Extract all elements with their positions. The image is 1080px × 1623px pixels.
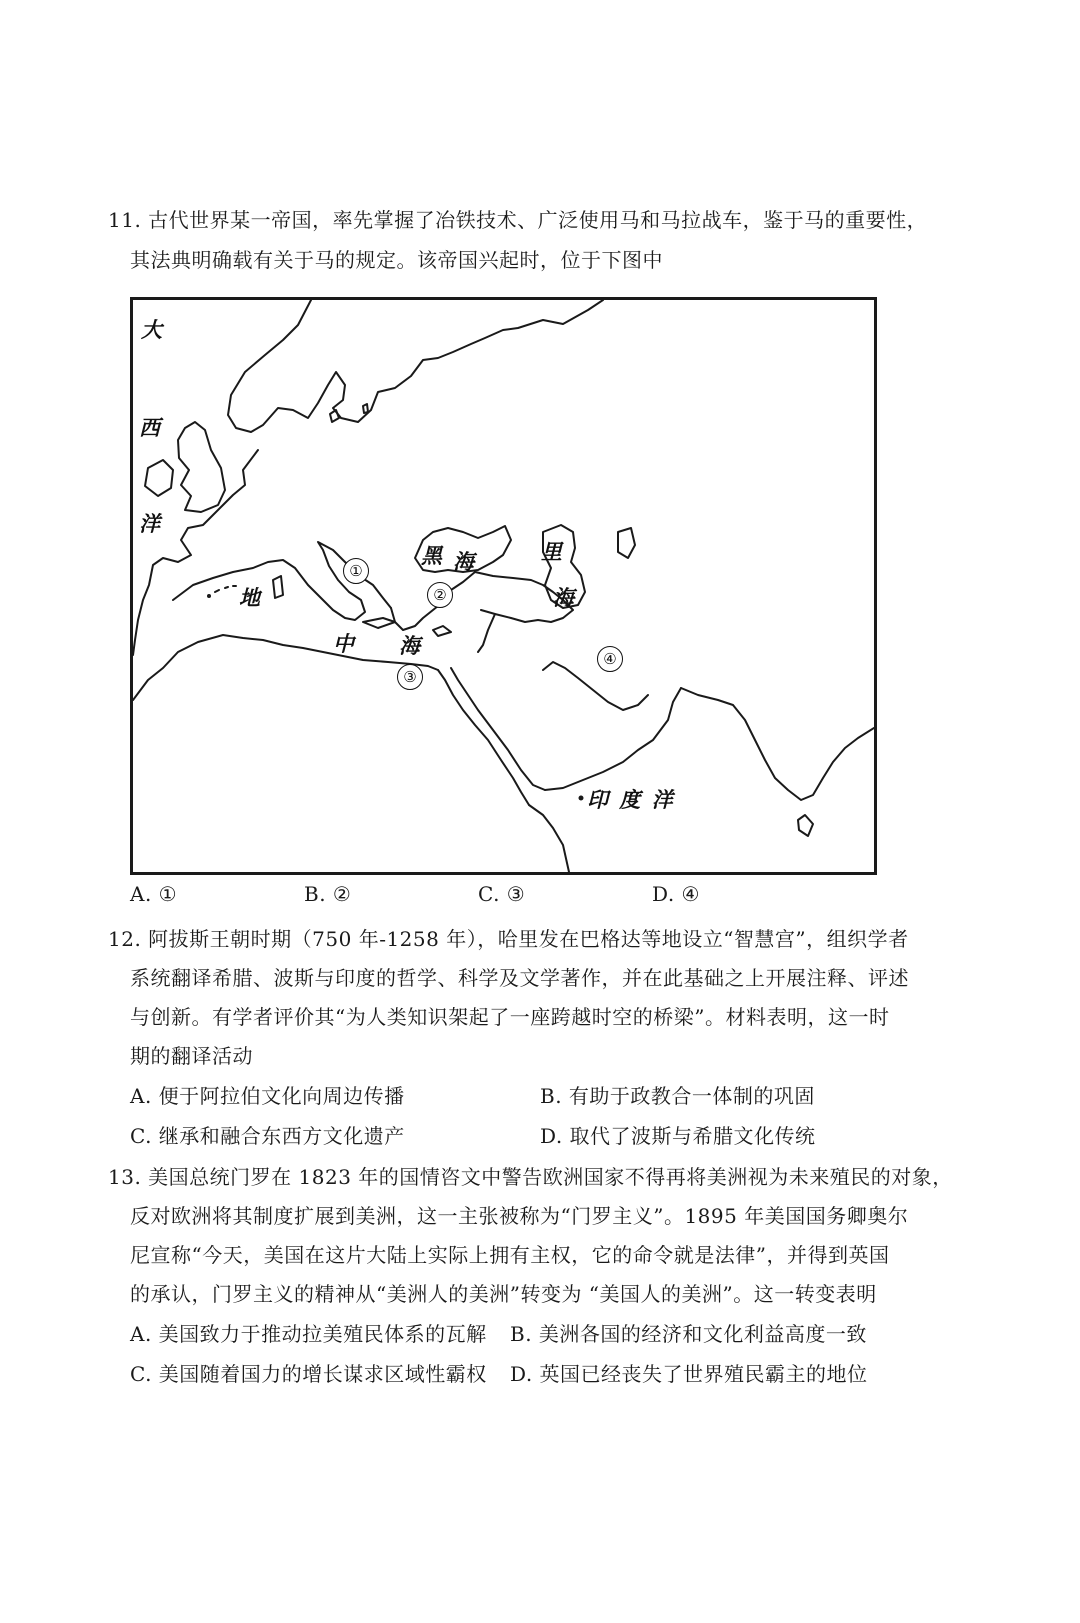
label-atlantic-3: 洋 bbox=[139, 512, 160, 536]
q13-line-4: 的承认，门罗主义的精神从“美洲人的美洲”转变为 “美国人的美洲”。这一转变表明 bbox=[130, 1282, 877, 1306]
ireland bbox=[145, 460, 173, 496]
island-dot bbox=[579, 796, 584, 801]
q13-line-1: 13. 美国总统门罗在 1823 年的国情咨文中警告欧洲国家不得再将美洲视为未来殖民的对象， bbox=[108, 1165, 953, 1189]
map-figure bbox=[130, 297, 877, 875]
scandinavia-coast bbox=[228, 300, 603, 432]
label-med-3: 海 bbox=[399, 634, 420, 658]
marker-4: ④ bbox=[597, 646, 623, 672]
persian-gulf bbox=[543, 662, 648, 710]
label-atlantic-1: 大 bbox=[141, 318, 162, 342]
island-dot-2 bbox=[207, 594, 211, 598]
label-med-1: 地 bbox=[239, 586, 260, 610]
q13-option-a: A. 美国致力于推动拉美殖民体系的瓦解 bbox=[130, 1322, 487, 1346]
red-sea-west bbox=[438, 670, 529, 805]
q12-option-a: A. 便于阿拉伯文化向周边传播 bbox=[130, 1084, 405, 1108]
sardinia bbox=[273, 576, 283, 598]
label-black-sea-1: 黑 bbox=[421, 544, 442, 568]
label-atlantic-2: 西 bbox=[139, 416, 160, 440]
crete bbox=[363, 618, 395, 628]
great-britain bbox=[178, 422, 225, 512]
marker-3: ③ bbox=[397, 664, 423, 690]
label-med-2: 中 bbox=[333, 632, 354, 656]
red-sea-east bbox=[451, 668, 545, 790]
balearic bbox=[215, 586, 236, 592]
q13-line-3: 尼宣称“今天，美国在这片大陆上实际上拥有主权，它的命令就是法律”，并得到英国 bbox=[130, 1243, 890, 1267]
q11-option-c: C. ③ bbox=[478, 882, 526, 906]
q12-option-c: C. 继承和融合东西方文化遗产 bbox=[130, 1124, 405, 1148]
q13-option-c: C. 美国随着国力的增长谋求区域性霸权 bbox=[130, 1362, 487, 1386]
label-indian-ocean: 印 度 洋 bbox=[587, 788, 675, 812]
q12-line-4: 期的翻译活动 bbox=[130, 1044, 253, 1068]
q11-option-a: A. ① bbox=[130, 882, 178, 906]
arabia-coast bbox=[545, 688, 681, 790]
q12-line-3: 与创新。有学者评价其“为人类知识架起了一座跨越时空的桥梁”。材料表明，这一时 bbox=[130, 1005, 890, 1029]
levant-coast bbox=[478, 614, 495, 652]
label-caspian-2: 海 bbox=[553, 586, 574, 610]
india-coast bbox=[681, 688, 874, 800]
q11-line-1: 11. 古代世界某一帝国，率先掌握了冶铁技术、广泛使用马和马拉战车，鉴于马的重要性， bbox=[108, 208, 928, 232]
q12-line-1: 12. 阿拔斯王朝时期（750 年-1258 年），哈里发在巴格达等地设立“智慧宫”，组织学者 bbox=[108, 927, 909, 951]
q12-option-b: B. 有助于政教合一体制的巩固 bbox=[540, 1084, 815, 1108]
africa-north-coast bbox=[133, 635, 438, 700]
marker-1: ① bbox=[343, 558, 369, 584]
q13-option-b: B. 美洲各国的经济和文化利益高度一致 bbox=[510, 1322, 867, 1346]
q11-option-d: D. ④ bbox=[652, 882, 700, 906]
q11-option-b: B. ② bbox=[304, 882, 352, 906]
marker-2: ② bbox=[427, 582, 453, 608]
baltic-island-2 bbox=[363, 404, 368, 413]
q13-option-d: D. 英国已经丧失了世界殖民霸主的地位 bbox=[510, 1362, 868, 1386]
q13-line-2: 反对欧洲将其制度扩展到美洲，这一主张被称为“门罗主义”。1895 年美国国务卿奥尔 bbox=[130, 1204, 909, 1228]
baltic-island bbox=[330, 410, 339, 422]
q11-line-2: 其法典明确载有关于马的规定。该帝国兴起时，位于下图中 bbox=[130, 248, 663, 272]
sri-lanka bbox=[798, 815, 813, 836]
aral-sea bbox=[618, 528, 635, 558]
label-black-sea-2: 海 bbox=[453, 550, 474, 574]
africa-horn bbox=[529, 805, 569, 872]
label-caspian-1: 里 bbox=[541, 540, 562, 564]
q12-option-d: D. 取代了波斯与希腊文化传统 bbox=[540, 1124, 816, 1148]
q12-line-2: 系统翻译希腊、波斯与印度的哲学、科学及文学著作，并在此基础之上开展注释、评述 bbox=[130, 966, 909, 990]
cyprus bbox=[433, 626, 451, 636]
europe-coast bbox=[133, 450, 258, 655]
